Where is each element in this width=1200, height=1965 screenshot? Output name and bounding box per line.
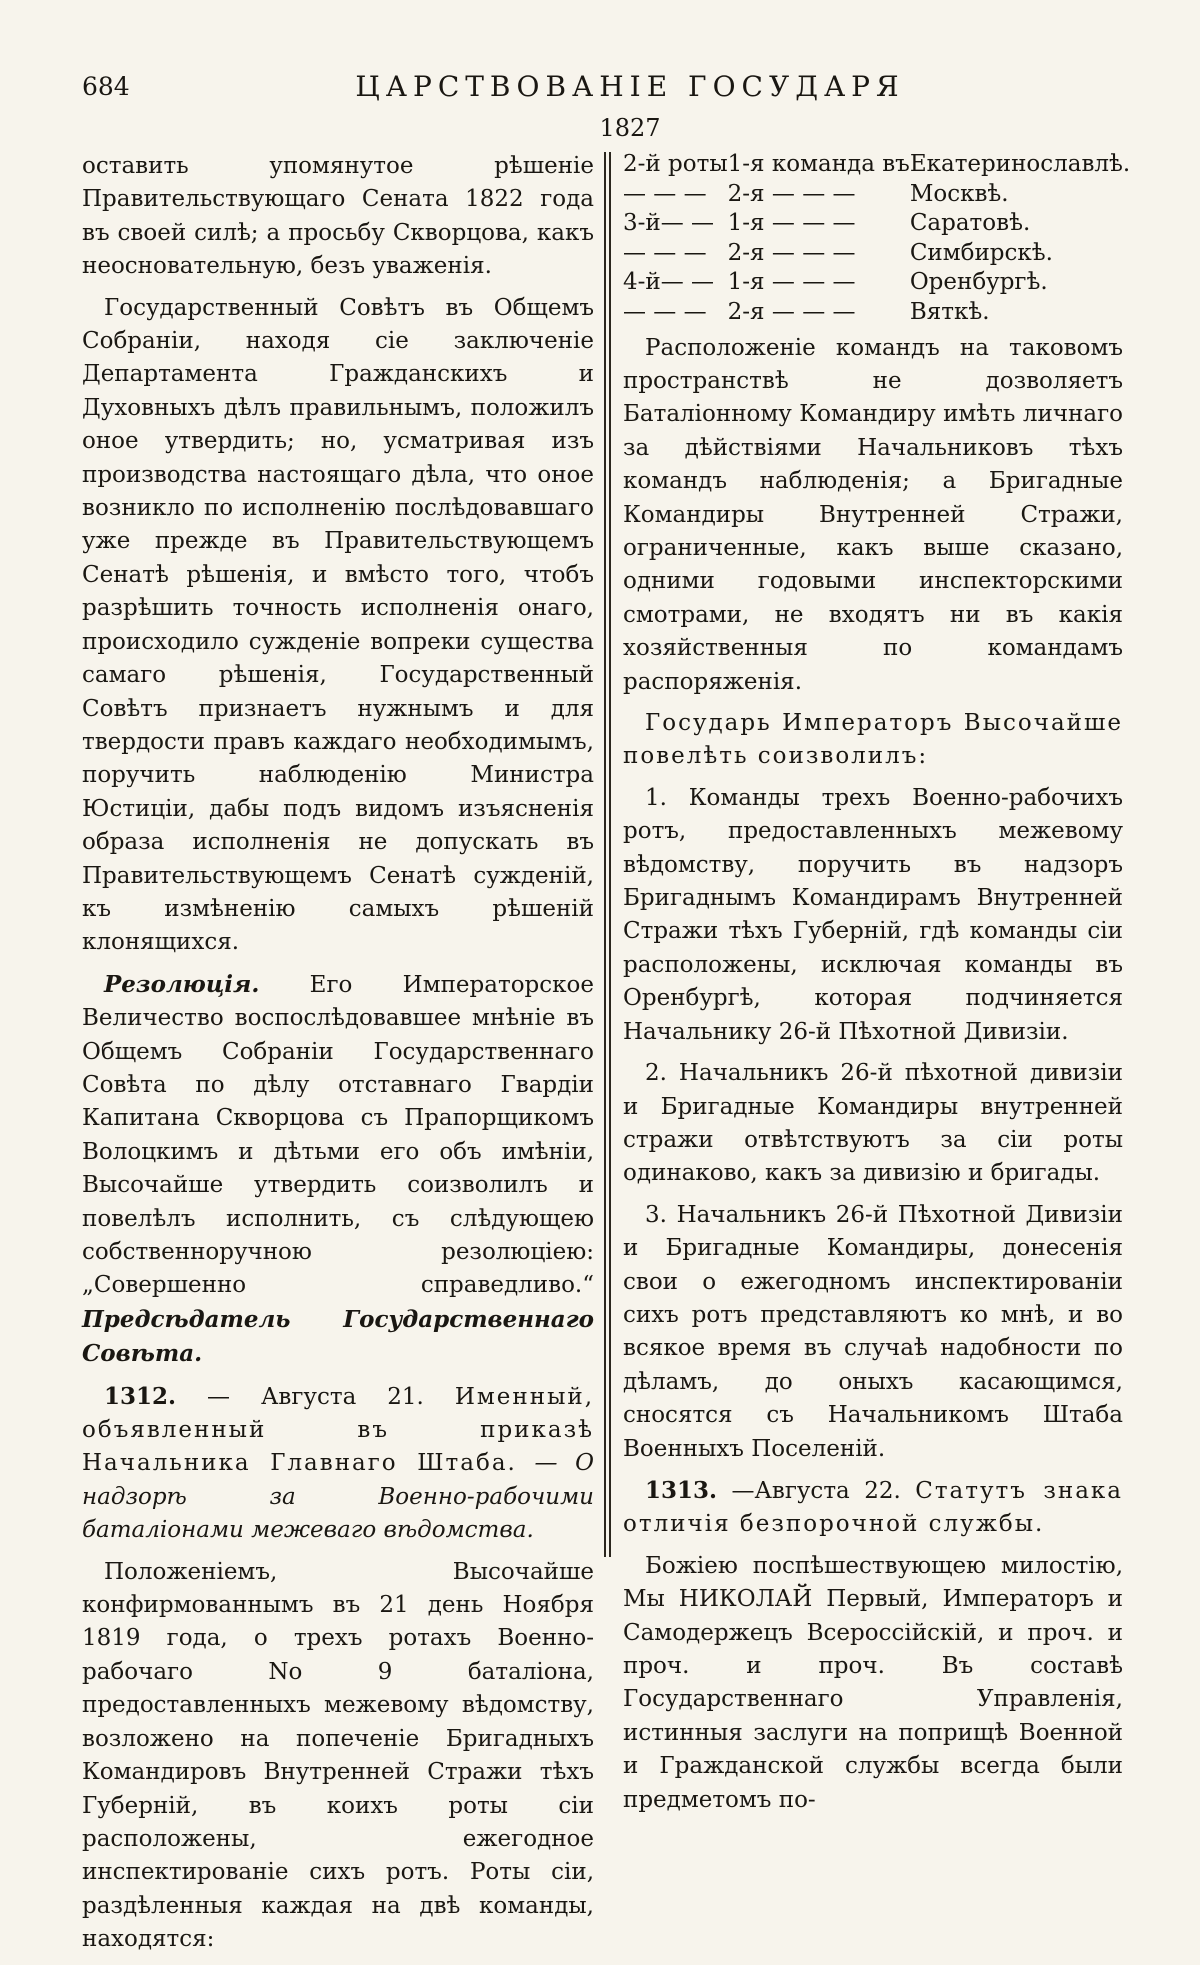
city-cell: Екатеринославлѣ. [909, 151, 1131, 177]
rota-cell: — — — [623, 180, 707, 207]
command-cell: 2-я — — — [727, 180, 856, 207]
running-title: ЦАРСТВОВАНІЕ ГОСУДАРЯ [355, 70, 905, 103]
city-cell: Москвѣ. [909, 180, 1009, 207]
resolution-signature: Предсѣдатель Государственнаго Совѣта. [82, 1305, 594, 1368]
statute-date: —Августа 22. [731, 1477, 901, 1504]
decree-date: — Августа 21. [207, 1383, 424, 1410]
decree-heading [82, 1380, 594, 1548]
resolution-paragraph [82, 968, 594, 1372]
paragraph: Расположеніе командъ на таковомъ пространствѣ не дозволяетъ Баталіонному Командиру имѣть личнаго за дѣйствіями Начальниковъ тѣхъ командъ наблюденія; а Бригадные Командиры Внутренней Стражи, ограниченные, какъ выше сказано, одними годовыми инспекторскими смотрами, не входятъ ни въ какія хозяйственныя по командамъ распоряженія. [623, 334, 1123, 695]
rota-cell: 3-й— — [623, 210, 715, 237]
command-cell: 1-я — — — [727, 210, 856, 237]
city-cell: Саратовѣ. [909, 210, 1031, 237]
statute-heading [623, 1474, 1123, 1542]
rota-cell: — — — [623, 298, 707, 325]
paragraph: оставить упомянутое рѣшеніе Правительствующаго Сената 1822 года въ своей силѣ; а просьбу Скворцова, какъ неосновательную, безъ уваженія. [82, 153, 594, 280]
decree-kind: Именный, объявленный въ приказѣ Начальника Главнаго Штаба. [82, 1383, 595, 1477]
rota-cell: 4-й— — [623, 269, 715, 296]
table-row [623, 268, 1130, 298]
city-cell: Оренбургѣ. [909, 269, 1048, 296]
decree-number: 1312. [104, 1382, 177, 1410]
paragraph: Божіею поспѣшествующею милостію, Мы НИКОЛАЙ Первый, Императоръ и Самодержецъ Всероссійскій, и проч. и проч. и проч. Въ составѣ Государственнаго Управленія, истинныя заслуги на поприщѣ Военной и Гражданской службы всегда были предметомъ по- [623, 1552, 1123, 1813]
table-row [623, 209, 1130, 239]
decree-title: — О надзорѣ за Военно-рабочими баталіонами межеваго вѣдомства. [82, 1450, 595, 1544]
city-cell: Симбирскѣ. [909, 239, 1053, 266]
column-divider [604, 152, 606, 1557]
paragraph: 1. Команды трехъ Военно-рабочихъ ротъ, предоставленныхъ межевому вѣдомству, поручить въ надзоръ Бригаднымъ Командирамъ Внутренней Стражи тѣхъ Губерній, гдѣ команды сіи расположены, исключая команды въ Оренбургѣ, которая подчиняется Начальнику 26-й Пѣхотной Дивизіи. [623, 784, 1123, 1045]
left-column [82, 150, 594, 1965]
command-cell: 2-я — — — [727, 239, 856, 266]
rota-cell: 2-й роты [623, 151, 728, 177]
right-column [623, 150, 1131, 1825]
statute-kind: Статутъ знака отличія безпорочной службы. [623, 1477, 1124, 1538]
paragraph: Государственный Совѣтъ въ Общемъ Собраніи, находя сіе заключеніе Департамента Гражданскихъ и Духовныхъ дѣлъ правильнымъ, положилъ оное утвердить; но, усматривая изъ производства настоящаго дѣла, что оное возникло по исполненію послѣдовавшаго уже прежде въ Правительствующемъ Сенатѣ рѣшенія, и вмѣсто того, чтобъ разрѣшить точность исполненія онаго, происходило сужденіе вопреки существа самаго рѣшенія, Государственный Совѣтъ признаетъ нужнымъ и для твердости правъ каждаго необходимымъ, поручить наблюденію Министра Юстиціи, дабы подъ видомъ изъясненія образа исполненія не допускать въ Правительствующемъ Сенатѣ сужденій, къ измѣненію самыхъ рѣшеній клонящихся. [82, 294, 594, 956]
page-number: 684 [82, 72, 130, 101]
paragraph: 3. Начальникъ 26-й Пѣхотной Дивизіи и Бригадные Командиры, донесенія свои о ежегодномъ инспектированіи сихъ ротъ представляютъ ко мнѣ, и во всякое время въ случаѣ надобности по дѣламъ, до оныхъ касающимся, сносятся съ Начальникомъ Штаба Военныхъ Поселеній. [623, 1201, 1123, 1462]
command-cell: 2-я — — — [727, 298, 856, 325]
year-heading: 1827 [599, 114, 661, 142]
resolution-label: Резолюція. [104, 970, 260, 998]
paragraph: Государь Императоръ Высочайше повелѣть соизволилъ: [623, 710, 1123, 770]
city-cell: Вяткѣ. [909, 298, 990, 325]
paragraph: 2. Начальникъ 26-й пѣхотной дивизіи и Бригадные Командиры внутренней стражи отвѣтствуютъ за сіи роты одинаково, какъ за дивизію и бригады. [623, 1060, 1123, 1187]
rota-cell: — — — [623, 239, 707, 266]
command-cell: 1-я команда въ [727, 151, 910, 177]
statute-number: 1313. [645, 1476, 718, 1504]
table-row [623, 298, 1130, 328]
command-cell: 1-я — — — [727, 269, 856, 296]
table-row [623, 239, 1130, 269]
paragraph: Положеніемъ, Высочайше конфирмованнымъ въ 21 день Ноября 1819 года, о трехъ ротахъ Военно-рабочаго No 9 баталіона, предоставленныхъ межевому вѣдомству, возложено на попеченіе Бригадныхъ Командировъ Внутренней Стражи тѣхъ Губерній, въ коихъ роты сіи расположены, ежегодное инспектированіе сихъ ротъ. Роты сіи, раздѣленныя каждая на двѣ команды, находятся: [82, 1558, 594, 1953]
command-locations-table [623, 150, 1130, 328]
resolution-text: Его Императорское Величество воспослѣдовавшее мнѣніе въ Общемъ Собраніи Государственнаго Совѣта по дѣлу отставнаго Гвардіи Капитана Скворцова съ Прапорщикомъ Волоцкимъ и дѣтьми его объ имѣніи, Высочайше утвердить соизволилъ и повелѣлъ исполнить, съ слѣдующею собственноручною резолюціею: „Совершенно справедливо.“ [82, 971, 594, 1299]
table-row [623, 180, 1130, 210]
column-divider [609, 152, 611, 1557]
table-row [623, 150, 1130, 180]
